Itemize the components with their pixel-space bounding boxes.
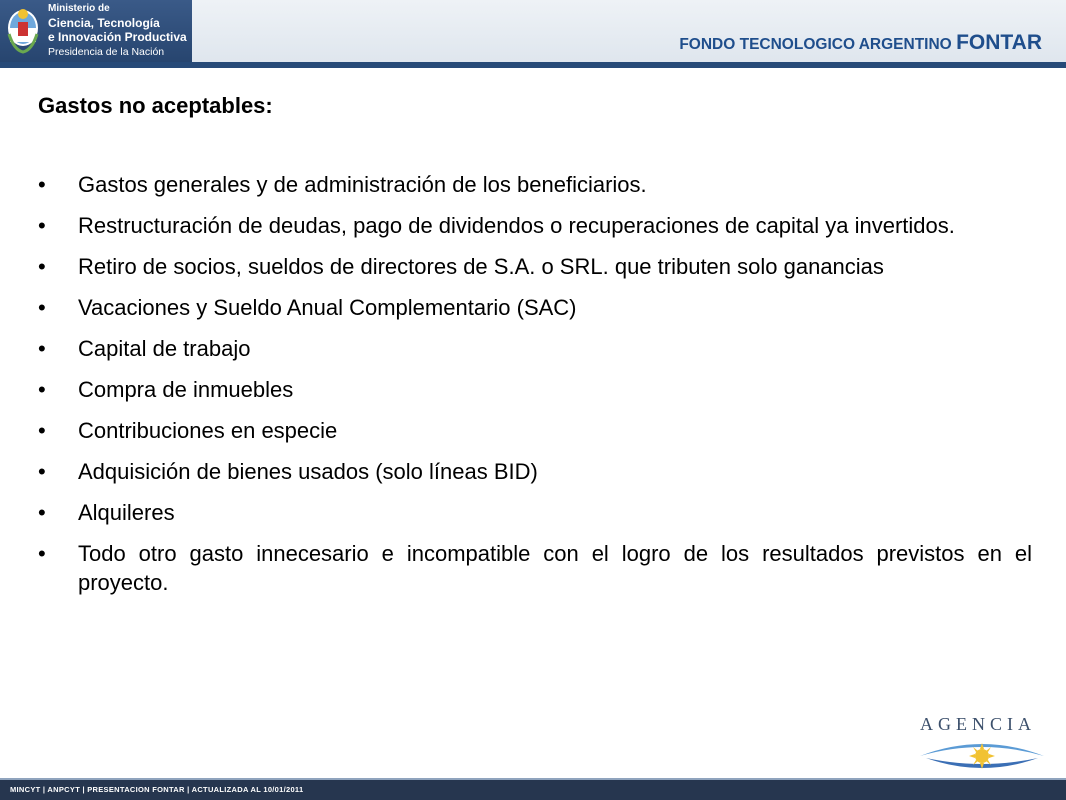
bullet-list: [38, 170, 1032, 609]
bullet-text: Vacaciones y Sueldo Anual Complementario (SAC): [78, 295, 577, 320]
ministry-line-1: Ministerio de: [48, 3, 110, 14]
fund-title-big: FONTAR: [956, 31, 1042, 54]
section-heading: Gastos no aceptables:: [38, 93, 273, 118]
national-crest-icon: [6, 4, 40, 56]
footer-line: [0, 778, 1066, 780]
header: [0, 0, 1066, 68]
bullet-marker: •: [38, 213, 46, 238]
bullet-marker: •: [38, 172, 46, 197]
bullet-item: [38, 498, 1032, 527]
fund-title: [679, 31, 1042, 55]
bullet-text: Contribuciones en especie: [78, 418, 338, 443]
bullet-text: Todo otro gasto innecesario e incompatible con el logro de los resultados previstos en el proyecto.: [78, 541, 1032, 595]
bullet-marker: •: [38, 459, 46, 484]
bullet-marker: •: [38, 295, 46, 320]
bullet-marker: •: [38, 418, 46, 443]
bullet-item: [38, 293, 1032, 322]
bullet-text: Adquisición de bienes usados (solo líneas BID): [78, 459, 538, 484]
bullet-item: [38, 539, 1032, 597]
bullet-text: Capital de trabajo: [78, 336, 251, 361]
bullet-text: Alquileres: [78, 500, 175, 525]
bullet-item: [38, 170, 1032, 199]
agencia-sun-icon: [912, 734, 1052, 774]
ministry-line-2: Ciencia, Tecnología: [48, 16, 160, 30]
footer-text: MINCYT | ANPCYT | PRESENTACION FONTAR | ACTUALIZADA AL 10/01/2011: [10, 785, 304, 794]
bullet-marker: •: [38, 541, 46, 566]
bullet-marker: •: [38, 254, 46, 279]
agencia-logo: [910, 714, 1056, 774]
bullet-text: Restructuración de deudas, pago de dividendos o recuperaciones de capital ya invertidos.: [78, 213, 955, 238]
bullet-text: Gastos generales y de administración de los beneficiarios.: [78, 172, 647, 197]
header-rule: [0, 62, 1066, 68]
bullet-item: [38, 416, 1032, 445]
bullet-item: [38, 334, 1032, 363]
bullet-item: [38, 211, 1032, 240]
fund-title-small: FONDO TECNOLOGICO ARGENTINO: [679, 36, 952, 53]
bullet-item: [38, 252, 1032, 281]
ministry-line-3: e Innovación Productiva: [48, 30, 187, 44]
bullet-item: [38, 375, 1032, 404]
bullet-text: Retiro de socios, sueldos de directores de S.A. o SRL. que tributen solo ganancias: [78, 254, 884, 279]
agencia-wordmark: AGENCIA: [920, 714, 1036, 734]
ministry-line-4: Presidencia de la Nación: [48, 46, 165, 58]
bullet-marker: •: [38, 500, 46, 525]
bullet-item: [38, 457, 1032, 486]
bullet-text: Compra de inmuebles: [78, 377, 294, 402]
ministry-logo-block: [0, 0, 192, 62]
footer: [0, 778, 1066, 800]
bullet-marker: •: [38, 336, 46, 361]
bullet-marker: •: [38, 377, 46, 402]
